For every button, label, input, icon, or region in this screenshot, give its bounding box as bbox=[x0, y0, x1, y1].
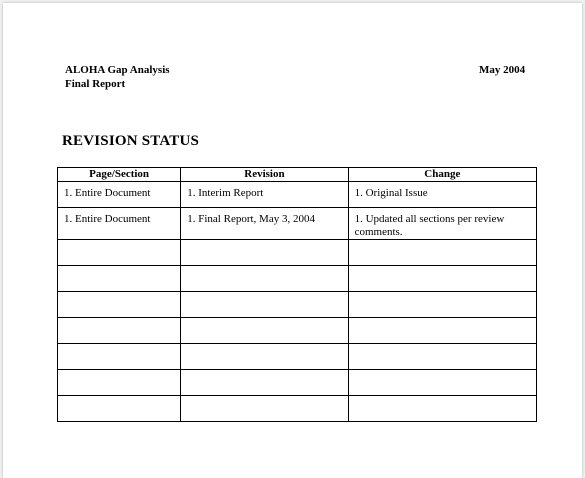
column-header-page-section: Page/Section bbox=[58, 168, 181, 182]
table-row bbox=[58, 208, 537, 240]
table-row-empty bbox=[58, 318, 537, 344]
cell-change bbox=[348, 370, 536, 396]
column-header-revision: Revision bbox=[181, 168, 348, 182]
table-row-empty bbox=[58, 240, 537, 266]
report-date: May 2004 bbox=[479, 64, 526, 76]
cell-change bbox=[348, 240, 536, 266]
report-subtitle: Final Report bbox=[65, 78, 126, 90]
cell-revision bbox=[181, 240, 348, 266]
cell-revision bbox=[181, 266, 348, 292]
table-row-empty bbox=[58, 266, 537, 292]
cell-page-section bbox=[58, 240, 181, 266]
cell-change bbox=[348, 292, 536, 318]
cell-change: 1. Updated all sections per review comments. bbox=[348, 208, 536, 240]
report-header bbox=[65, 63, 170, 91]
cell-revision: 1. Final Report, May 3, 2004 bbox=[181, 208, 348, 240]
cell-page-section bbox=[58, 318, 181, 344]
table-row-empty bbox=[58, 292, 537, 318]
table-row bbox=[58, 182, 537, 208]
cell-revision bbox=[181, 344, 348, 370]
cell-page-section bbox=[58, 292, 181, 318]
cell-revision bbox=[181, 292, 348, 318]
report-title: ALOHA Gap Analysis bbox=[65, 64, 170, 76]
table-row-empty bbox=[58, 396, 537, 422]
cell-change: 1. Original Issue bbox=[348, 182, 536, 208]
cell-page-section bbox=[58, 396, 181, 422]
table-row-empty bbox=[58, 370, 537, 396]
cell-change bbox=[348, 318, 536, 344]
cell-change bbox=[348, 266, 536, 292]
cell-page-section bbox=[58, 266, 181, 292]
cell-page-section bbox=[58, 344, 181, 370]
cell-page-section: 1. Entire Document bbox=[58, 182, 181, 208]
cell-page-section: 1. Entire Document bbox=[58, 208, 181, 240]
cell-revision bbox=[181, 370, 348, 396]
cell-page-section bbox=[58, 370, 181, 396]
revision-table bbox=[57, 167, 537, 422]
section-title: REVISION STATUS bbox=[62, 133, 200, 149]
table-row-empty bbox=[58, 344, 537, 370]
cell-revision bbox=[181, 318, 348, 344]
cell-revision bbox=[181, 396, 348, 422]
column-header-change: Change bbox=[348, 168, 536, 182]
cell-revision: 1. Interim Report bbox=[181, 182, 348, 208]
cell-change bbox=[348, 344, 536, 370]
cell-change bbox=[348, 396, 536, 422]
table-header-row bbox=[58, 168, 537, 182]
